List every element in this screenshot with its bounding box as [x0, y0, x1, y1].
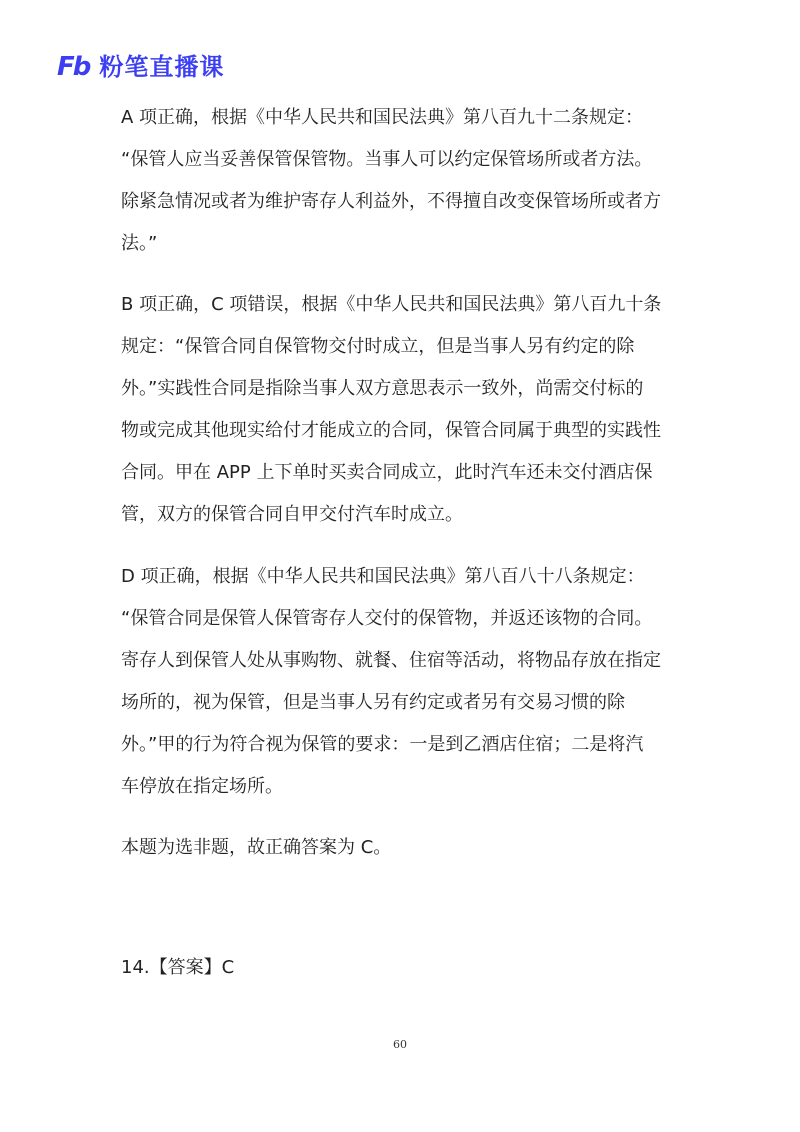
brand-logo — [57, 50, 224, 84]
text-line: D 项正确，根据《中华人民共和国民法典》第八百八十八条规定： — [121, 566, 645, 587]
text-line: A 项正确，根据《中华人民共和国民法典》第八百九十二条规定： — [121, 107, 644, 128]
text-line: “保管人应当妥善保管保管物。当事人可以约定保管场所或者方法。 — [121, 149, 653, 170]
text-line: 合同。甲在 APP 上下单时买卖合同成立，此时汽车还未交付酒店保 — [121, 462, 653, 483]
brand-name: 粉笔直播课 — [99, 53, 225, 81]
text-line: 本题为选非题，故正确答案为 C。 — [121, 837, 392, 858]
text-line: 外。”实践性合同是指除当事人双方意思表示一致外，尚需交付标的 — [121, 378, 644, 399]
text-line: 管，双方的保管合同自甲交付汽车时成立。 — [121, 504, 463, 525]
paragraph-option-b-c — [121, 284, 721, 536]
text-line: B 项正确，C 项错误，根据《中华人民共和国民法典》第八百九十条 — [121, 294, 662, 315]
text-line: 外。”甲的行为符合视为保管的要求：一是到乙酒店住宿；二是将汽 — [121, 734, 644, 755]
text-line: 除紧急情况或者为维护寄存人利益外，不得擅自改变保管场所或者方 — [121, 191, 661, 212]
paragraph-option-d — [121, 556, 721, 808]
paragraph-conclusion — [121, 827, 721, 869]
text-line: 车停放在指定场所。 — [121, 776, 283, 797]
text-line: 法。” — [121, 233, 158, 254]
answer-heading — [121, 947, 721, 989]
text-line: 14.【答案】C — [121, 957, 235, 978]
logo-mark: Fb — [57, 52, 90, 82]
text-line: 场所的，视为保管，但是当事人另有约定或者另有交易习惯的除 — [121, 692, 625, 713]
text-line: 规定：“保管合同自保管物交付时成立，但是当事人另有约定的除 — [121, 336, 635, 357]
page-number: 60 — [393, 1038, 407, 1051]
text-line: 寄存人到保管人处从事购物、就餐、住宿等活动，将物品存放在指定 — [121, 650, 661, 671]
text-line: 物或完成其他现实给付才能成立的合同，保管合同属于典型的实践性 — [121, 420, 661, 441]
paragraph-option-a — [121, 97, 721, 265]
text-line: “保管合同是保管人保管寄存人交付的保管物，并返还该物的合同。 — [121, 608, 653, 629]
